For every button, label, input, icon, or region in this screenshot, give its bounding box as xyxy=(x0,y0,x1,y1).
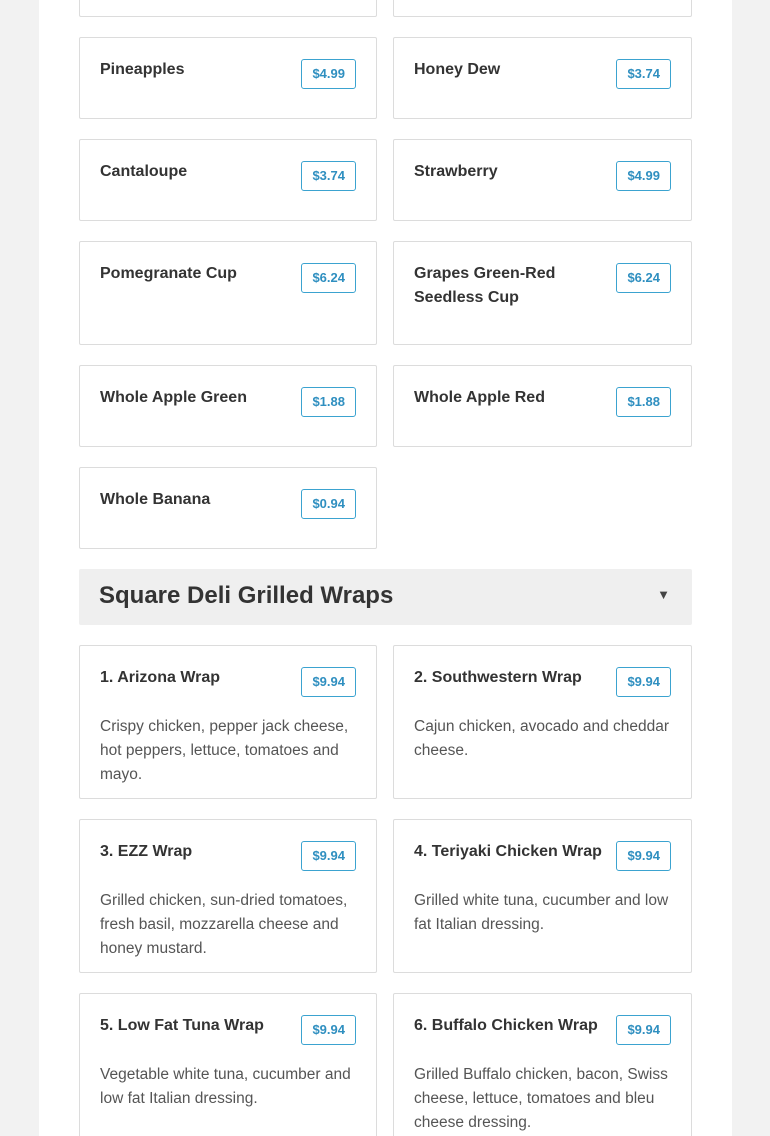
item-price-button[interactable]: $9.94 xyxy=(301,841,356,871)
item-name: 5. Low Fat Tuna Wrap xyxy=(100,1017,264,1034)
item-price-button[interactable]: $9.94 xyxy=(301,667,356,697)
item-price-button[interactable]: $9.94 xyxy=(616,1015,671,1045)
section-header-grilled-wraps[interactable] xyxy=(79,569,692,625)
item-name: Strawberry xyxy=(414,163,498,180)
item-price-button[interactable]: $1.88 xyxy=(616,387,671,417)
menu-item-card[interactable] xyxy=(79,819,377,973)
item-price-button[interactable]: $9.94 xyxy=(616,841,671,871)
menu-item-card[interactable] xyxy=(79,645,377,799)
menu-item-card[interactable] xyxy=(79,37,377,119)
item-name: 2. Southwestern Wrap xyxy=(414,669,582,686)
menu-item-card[interactable] xyxy=(393,819,692,973)
item-name: 1. Arizona Wrap xyxy=(100,669,221,686)
menu-item-card[interactable] xyxy=(79,365,377,447)
item-description: Vegetable white tuna, cucumber and low fat Italian dressing. xyxy=(100,1066,351,1107)
menu-item-card[interactable] xyxy=(393,37,692,119)
item-price-button[interactable]: $6.24 xyxy=(301,263,356,293)
menu-item-card[interactable] xyxy=(393,645,692,799)
menu-item-card[interactable] xyxy=(79,467,377,549)
item-price-button[interactable]: $3.74 xyxy=(616,59,671,89)
menu-item-card[interactable] xyxy=(79,139,377,221)
item-description: Crispy chicken, pepper jack cheese, hot peppers, lettuce, tomatoes and mayo. xyxy=(100,718,349,783)
item-price-button[interactable]: $0.94 xyxy=(301,489,356,519)
item-price-button[interactable]: $1.88 xyxy=(301,387,356,417)
item-price-button[interactable]: $4.99 xyxy=(301,59,356,89)
item-name: Whole Apple Green xyxy=(100,389,247,406)
item-description: Cajun chicken, avocado and cheddar cheese. xyxy=(414,718,670,759)
chevron-down-icon[interactable]: ▼ xyxy=(657,587,670,602)
item-description: Grilled Buffalo chicken, bacon, Swiss cheese, lettuce, tomatoes and bleu cheese dressing. xyxy=(414,1066,668,1131)
item-name: 4. Teriyaki Chicken Wrap xyxy=(414,843,602,860)
menu-item-card[interactable] xyxy=(393,993,692,1136)
menu-item-card[interactable] xyxy=(393,365,692,447)
item-price-button[interactable]: $6.24 xyxy=(616,263,671,293)
item-name: 3. EZZ Wrap xyxy=(100,843,193,860)
item-name: Grapes Green-Red Seedless Cup xyxy=(414,265,556,306)
section-title: Square Deli Grilled Wraps xyxy=(99,582,394,609)
menu-item-card[interactable] xyxy=(393,139,692,221)
item-price-button[interactable]: $3.74 xyxy=(301,161,356,191)
item-name: Whole Apple Red xyxy=(414,389,545,406)
item-name: Whole Banana xyxy=(100,491,211,508)
menu-item-card[interactable] xyxy=(393,0,692,17)
item-price-button[interactable]: $9.94 xyxy=(301,1015,356,1045)
menu-item-card[interactable] xyxy=(79,0,377,17)
item-name: 6. Buffalo Chicken Wrap xyxy=(414,1017,598,1034)
item-name: Cantaloupe xyxy=(100,163,188,180)
item-price-button[interactable]: $4.99 xyxy=(616,161,671,191)
menu-item-card[interactable] xyxy=(79,241,377,345)
item-description: Grilled chicken, sun-dried tomatoes, fresh basil, mozzarella cheese and honey mustard. xyxy=(100,892,348,957)
menu-item-card[interactable] xyxy=(393,241,692,345)
menu-item-card[interactable] xyxy=(79,993,377,1136)
item-description: Grilled white tuna, cucumber and low fat Italian dressing. xyxy=(414,892,669,933)
item-price-button[interactable]: $9.94 xyxy=(616,667,671,697)
item-name: Pomegranate Cup xyxy=(100,265,237,282)
item-name: Honey Dew xyxy=(414,61,501,78)
item-name: Pineapples xyxy=(100,61,185,78)
